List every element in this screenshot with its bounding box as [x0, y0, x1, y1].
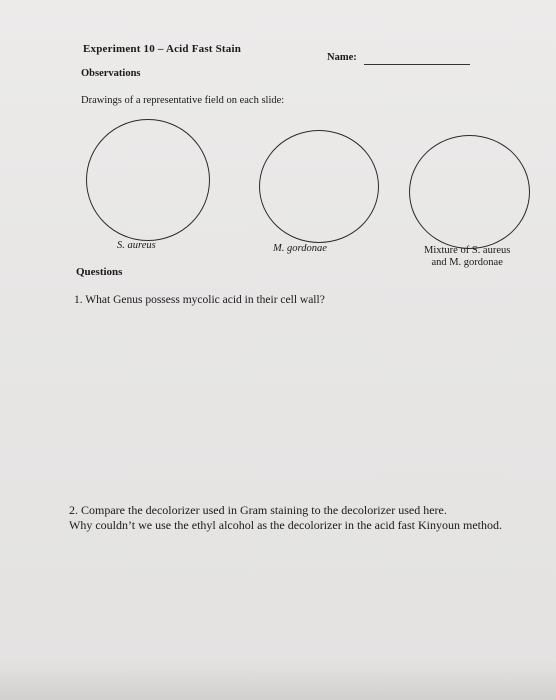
page-bottom-shadow: [0, 660, 556, 700]
caption-mixture-line2: and M. gordonae: [431, 257, 503, 268]
name-label: Name:: [327, 52, 357, 63]
caption-m-gordonae: M. gordonae: [273, 243, 327, 254]
caption-mixture: [424, 245, 510, 269]
drawing-circle-mixture[interactable]: [409, 135, 530, 249]
question-2-line1: 2. Compare the decolorizer used in Gram staining to the decolorizer used here.: [69, 503, 447, 517]
observations-heading: Observations: [81, 68, 141, 79]
caption-s-aureus: S. aureus: [117, 240, 156, 251]
question-2-line2: Why couldn’t we use the ethyl alcohol as the decolorizer in the acid fast Kinyoun method.: [69, 518, 502, 532]
drawing-circle-m-gordonae[interactable]: [259, 130, 379, 243]
drawing-circle-s-aureus[interactable]: [86, 119, 210, 241]
question-1: 1. What Genus possess mycolic acid in their cell wall?: [74, 294, 325, 306]
worksheet-title: Experiment 10 – Acid Fast Stain: [83, 43, 242, 55]
question-2: [69, 503, 502, 533]
questions-heading: Questions: [76, 266, 123, 278]
caption-mixture-line1: Mixture of S. aureus: [424, 245, 511, 256]
drawings-instruction: Drawings of a representative field on each slide:: [81, 95, 285, 106]
name-blank-line[interactable]: [364, 64, 470, 65]
